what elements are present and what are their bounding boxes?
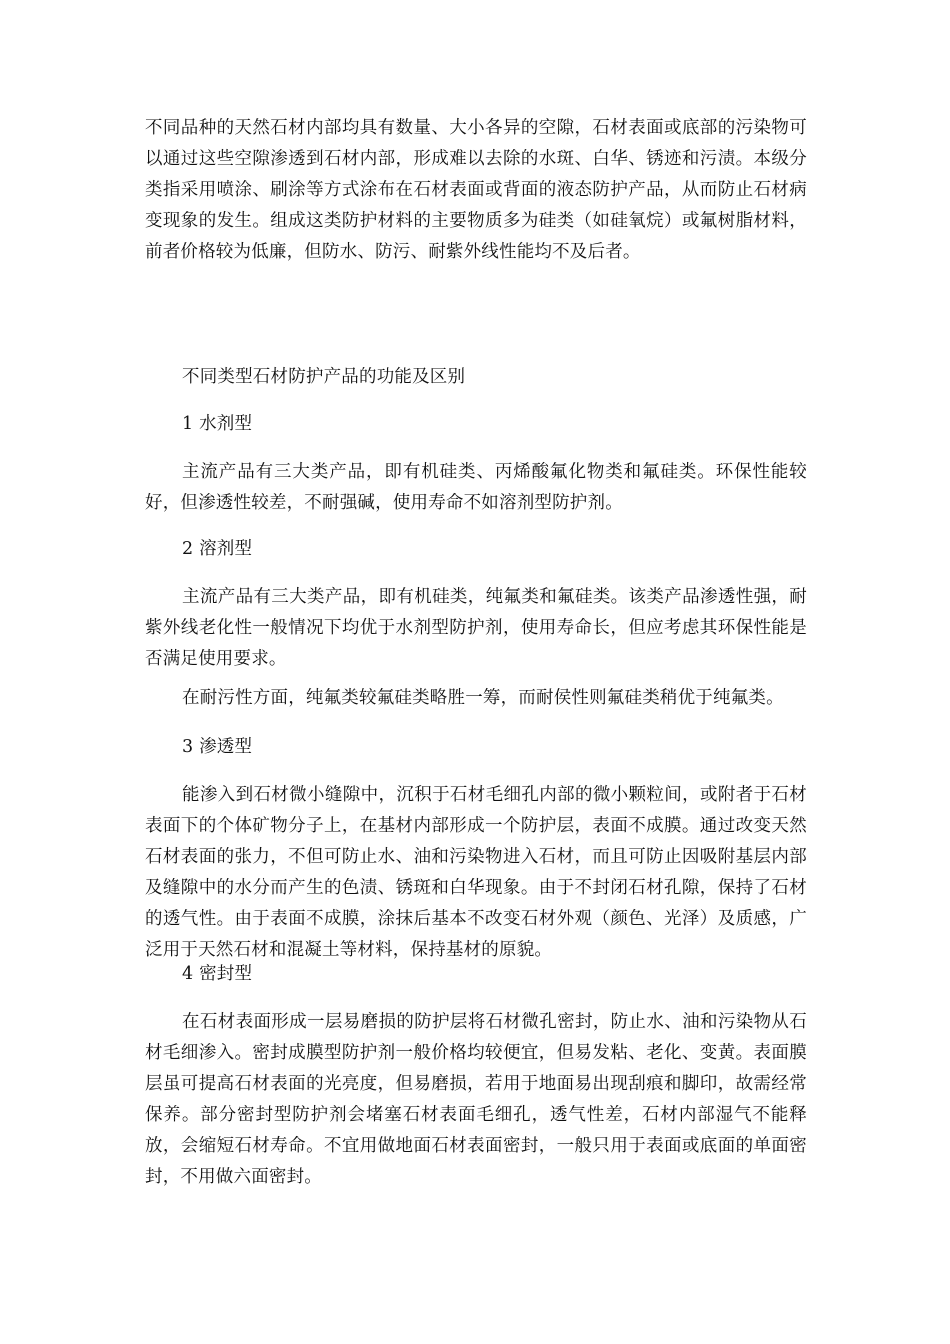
- type1-paragraph: 主流产品有三大类产品，即有机硅类、丙烯酸氟化物类和氟硅类。环保性能较好，但渗透性较差，不耐强碱，使用寿命不如溶剂型防护剂。: [145, 462, 807, 513]
- type2-note-paragraph: 在耐污性方面，纯氟类较氟硅类略胜一筹，而耐侯性则氟硅类稍优于纯氟类。: [182, 688, 784, 708]
- type3-paragraph: 能渗入到石材微小缝隙中，沉积于石材毛细孔内部的微小颗粒间，或附者于石材表面下的个体矿物分子上，在基材内部形成一个防护层，表面不成膜。通过改变天然石材表面的张力，不但可防止水、油和污染物进入石材，而且可防止因吸附基层内部及缝隙中的水分而产生的色渍、锈斑和白华现象。由于不封闭石材孔隙，保持了石材的透气性。由于表面不成膜，涂抹后基本不改变石材外观（颜色、光泽）及质感，广泛用于天然石材和混凝土等材料，保持基材的原貌。: [145, 785, 807, 960]
- intro-paragraph: 不同品种的天然石材内部均具有数量、大小各异的空隙，石材表面或底部的污染物可以通过这些空隙渗透到石材内部，形成难以去除的水斑、白华、锈迹和污渍。本级分类指采用喷涂、刷涂等方式涂布在石材表面或背面的液态防护产品，从而防止石材病变现象的发生。组成这类防护材料的主要物质多为硅类（如硅氧烷）或氟树脂材料，前者价格较为低廉，但防水、防污、耐紫外线性能均不及后者。: [145, 118, 807, 262]
- type2-heading: 2 溶剂型: [182, 539, 253, 559]
- type4-heading: 4 密封型: [182, 964, 253, 984]
- type1-heading: 1 水剂型: [182, 414, 253, 434]
- type2-paragraph: 主流产品有三大类产品，即有机硅类，纯氟类和氟硅类。该类产品渗透性强，耐紫外线老化性一般情况下均优于水剂型防护剂，使用寿命长，但应考虑其环保性能是否满足使用要求。: [145, 587, 807, 669]
- type4-paragraph: 在石材表面形成一层易磨损的防护层将石材微孔密封，防止水、油和污染物从石材毛细渗入。密封成膜型防护剂一般价格均较便宜，但易发粘、老化、变黄。表面膜层虽可提高石材表面的光亮度，但易磨损，若用于地面易出现刮痕和脚印，故需经常保养。部分密封型防护剂会堵塞石材表面毛细孔，透气性差，石材内部湿气不能释放，会缩短石材寿命。不宜用做地面石材表面密封，一般只用于表面或底面的单面密封，不用做六面密封。: [145, 1012, 807, 1187]
- type3-heading: 3 渗透型: [182, 737, 253, 757]
- section-title: 不同类型石材防护产品的功能及区别: [182, 367, 466, 387]
